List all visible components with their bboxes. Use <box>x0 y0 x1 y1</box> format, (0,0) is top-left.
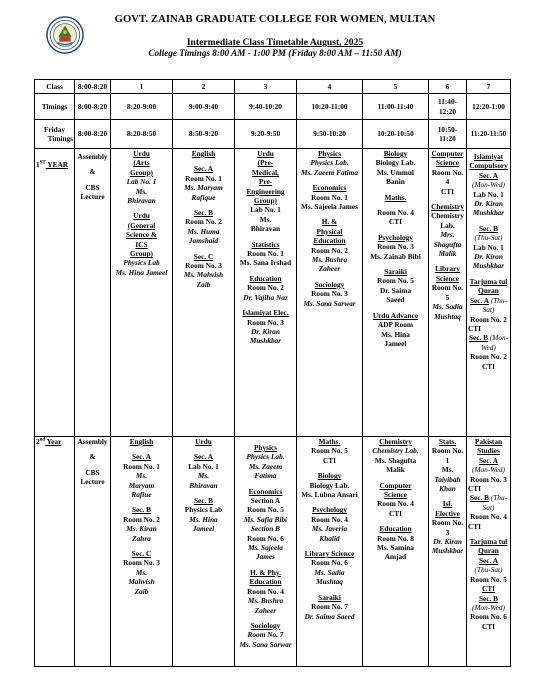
timing-4: 10:20-11:00 <box>297 94 363 120</box>
first-year-label: 1ST YEAR <box>35 149 75 437</box>
timing-7: 12:20-1:00 <box>467 94 511 120</box>
timing-3: 9:40-10:20 <box>235 94 297 120</box>
timing-6: 11:40-12:20 <box>429 94 467 120</box>
timing-2: 9:00-9:40 <box>173 94 235 120</box>
period-5: 5 <box>363 80 429 94</box>
friday-timing-7: 11:20-11:50 <box>467 120 511 149</box>
timetable-grid <box>34 79 511 667</box>
timings-row <box>35 94 511 120</box>
second-year-row <box>35 437 511 667</box>
second-year-period-6: Stats. Room No. 1 Ms. Taiyibah Khan Isl. Elective Room No. 3 Dr. Kiran Mushkbar <box>429 437 467 667</box>
friday-timing-1: 8:20-8:50 <box>111 120 173 149</box>
second-year-period-7: Pakistan Studies Sec. A (Mon-Wed) Room No. 3 CTI Sec. B (Thu- Sat) Room No. 4 CTI Tarjuma tul Quran Sec. A (Thu-Sat) Room No. 5 CTI Sec. B (Mon-Wed) Room No. 6 CTI <box>467 437 511 667</box>
period-4: 4 <box>297 80 363 94</box>
first-year-period-2: English Sec. A Room No. 1 Ms. Maryam Rafique Sec. B Room No. 2 Ms. Huma Jamshaid Sec. C Room No. 3 Ms. Mahvish Zaib <box>173 149 235 437</box>
timing-0: 8:00-8:20 <box>75 94 111 120</box>
friday-timing-5: 10:20-10:50 <box>363 120 429 149</box>
first-year-assembly: Assembly & CBS Lecture <box>75 149 111 437</box>
friday-header: Friday Timings <box>35 120 75 149</box>
period-0: 8:00-8:20 <box>75 80 111 94</box>
second-year-period-3: Physics Physics Lab. Ms. Zaeem Fatima Economics Section A Room No. 5 Ms. Safia Bibi Section B Room No. 6 Ms. Sajeela James H. & Phy. Education Room No. 4 Ms. Bushra Zaheer Sociology Room No. 7 Ms. Sana Sarwar <box>235 437 297 667</box>
college-name: GOVT. ZAINAB GRADUATE COLLEGE FOR WOMEN, MULTAN <box>114 14 436 25</box>
period-6: 6 <box>429 80 467 94</box>
period-row <box>35 80 511 94</box>
timing-1: 8:20-9:00 <box>111 94 173 120</box>
friday-timing-6: 10:50-11:20 <box>429 120 467 149</box>
friday-timing-2: 8:50-9:20 <box>173 120 235 149</box>
class-header: Class <box>35 80 75 94</box>
college-timings: College Timings 8:00 AM - 1:00 PM (Friday 8:00 AM – 11:50 AM) <box>148 48 402 58</box>
first-year-period-6: Computer Science Room No. 4 CTI Chemistry Chemistry Lab. Mrs. Shagufta Malik Library Science Room No. 5 Ms. Sadia Mushtaq <box>429 149 467 437</box>
second-year-label: 2nd Year <box>35 437 75 667</box>
first-year-row <box>35 149 511 437</box>
second-year-period-5: Chemistry Chemistry Lab. Ms. Shagufta Malik Computer Science Room No. 4 CTI Education Room No. 8 Ms. Samina Amjad <box>363 437 429 667</box>
period-2: 2 <box>173 80 235 94</box>
first-year-period-3: Urdu (Pre- Medical, Pre- Engineering Group) Lab No. 1 Ms. Bhiravan Statistics Room No. 1 Ms. Sana Irshad Education Room No. 2 Dr. Vajiha Naz Islamiyat Elec. Room No. 3 Dr. Kiran Mushkbar <box>235 149 297 437</box>
first-year-period-4: Physics Physics Lab. Ms. Zaeem Fatima Economics Room No. 1 Ms. Sajeela James H. & Physical Education Room No. 2 Ms. Bushra Zaheer Sociology Room No. 3 Ms. Sana Sarwar <box>297 149 363 437</box>
first-year-period-5: Biology Biology Lab. Ms. Ummul Banin Maths. Room No. 4 CTI Psychology Room No. 3 Ms. Zainab Bibi Saraiki Room No. 5 Dr. Saima Saeed Urdu Advance ADP Room Ms. Hina Jameel <box>363 149 429 437</box>
timetable-title: Intermediate Class Timetable August, 2025 <box>186 37 364 48</box>
period-1: 1 <box>111 80 173 94</box>
college-logo-icon <box>46 16 84 54</box>
first-year-period-1: Urdu (Arts Group) Lab No. 1 Ms. Bhiravan Urdu (General Science & ICS Group) Physics Lab Ms. Hina Jameel <box>111 149 173 437</box>
friday-row <box>35 120 511 149</box>
friday-timing-3: 9:20-9:50 <box>235 120 297 149</box>
friday-timing-0: 8:00-8:20 <box>75 120 111 149</box>
timings-header: Timings <box>35 94 75 120</box>
second-year-period-1: English Sec. A Room No. 1 Ms. Maryam Rafiue Sec. B Room No. 2 Ms. Kiran Zahra Sec. C Room No. 3 Ms. Mahvish Zaib <box>111 437 173 667</box>
second-year-period-4: Maths. Room No. 5 CTI Biology Biology Lab. Ms. Lubna Ansari Psychology Room No. 4 Ms. Javeria Khalid Library Science Room No. 6 Ms. Sadia Mushtaq Saraiki Room No. 7 Dr. Saima Saeed <box>297 437 363 667</box>
period-3: 3 <box>235 80 297 94</box>
period-7: 7 <box>467 80 511 94</box>
first-year-period-7: Islamiyat Compulsory Sec. A (Mon-Wed) Lab No. 1 Dr. Kiran Mushkbar Sec. B (Thu-Sat) Lab No. 1 Dr. Kiran Mushkbar Tarjuma tul Quran Sec. A (Thu- Sat) Room No. 2 CTI Sec. B (Mon- Wed) Room No. 2 CTI <box>467 149 511 437</box>
timing-5: 11:00-11:40 <box>363 94 429 120</box>
second-year-period-2: Urdu Sec. A Lab No. 1 Ms. Bhiravan Sec. B Physics Lab Ms. Hina Jameel <box>173 437 235 667</box>
friday-timing-4: 9:50-10:20 <box>297 120 363 149</box>
second-year-assembly: Assembly & CBS Lecture <box>75 437 111 667</box>
